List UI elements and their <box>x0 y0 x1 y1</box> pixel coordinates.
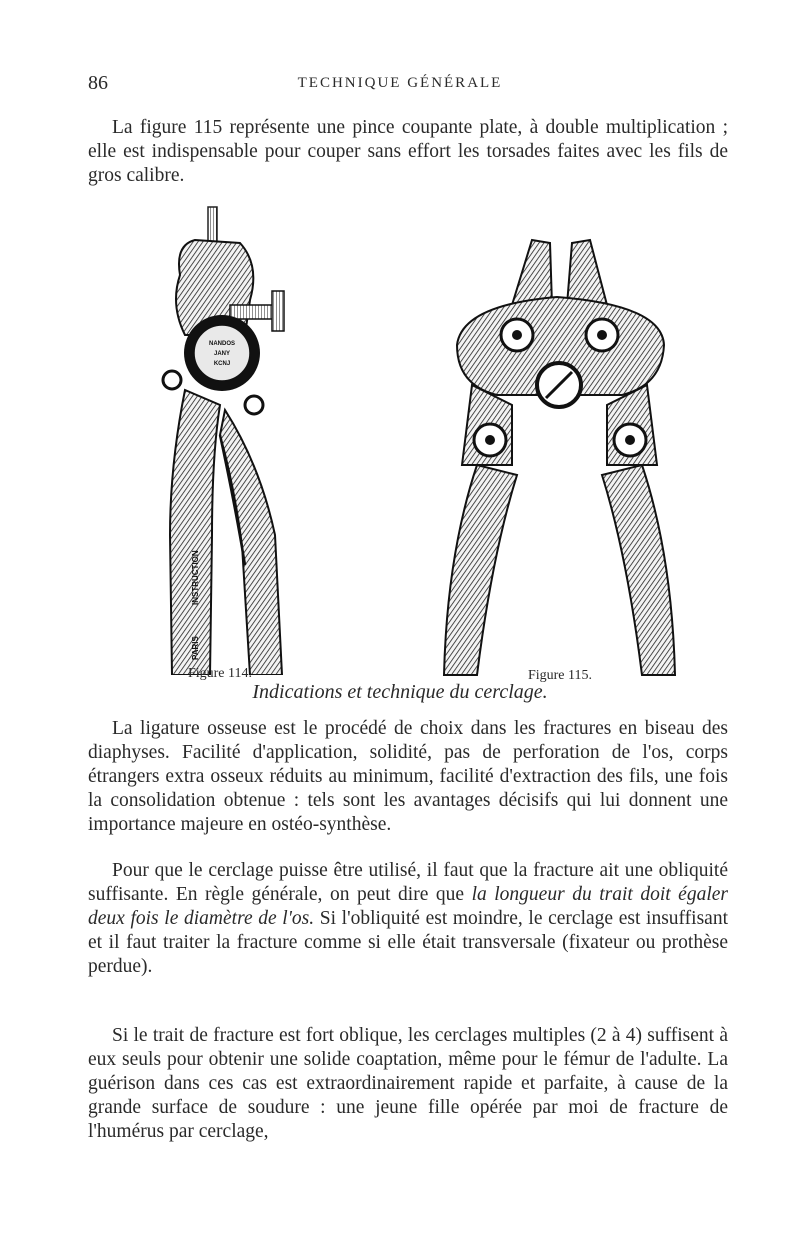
figure-115-caption: Figure 115. <box>527 668 593 683</box>
right-handle <box>602 465 675 675</box>
left-handle <box>170 390 220 675</box>
body-p2-emphasis: la longueur du trait doit égaler deux fois le diamètre de l'os. <box>88 884 728 929</box>
figure-114-caption: Figure 114. <box>187 666 253 681</box>
body-p1-text: La ligature osseuse est le procédé de choix dans les fractures en biseau des diaphyses. Facilité d'application, solidité, pas de perforation de l'os, corps étrangers extra osseux réduits au minimum, facilité d'extraction des fils, une fois la consolidation obtenue : tels sont les avantages décisifs qui lui donnent une importance majeure en ostéo-synthèse. <box>88 718 728 835</box>
body-paragraph-2 <box>88 859 728 979</box>
running-head: TECHNIQUE GÉNÉRALE <box>297 75 503 91</box>
body-p2-end: Si l'obliquité est moindre, le cerclage est insuffisant et il faut traiter la fracture comme si elle était transversale (fixateur ou prothèse perdue). <box>88 908 728 977</box>
rivet-left <box>163 371 181 389</box>
svg-text:KCNJ: KCNJ <box>213 361 231 367</box>
intro-text: La figure 115 représente une pince coupante plate, à double multiplication ; elle est indispensable pour couper sans effort les torsades faites avec les fils de gros calibre. <box>88 117 728 186</box>
body-paragraph-3 <box>88 1024 728 1144</box>
section-title: Indications et technique du cerclage. <box>252 681 548 703</box>
body-p2-start: Pour que le cerclage puisse être utilisé, il faut que la fracture ait une obliquité suffisante. En règle générale, on peut dire que <box>88 860 728 905</box>
right-handle <box>220 410 282 675</box>
page-number: 86 <box>88 72 108 94</box>
intro-paragraph <box>88 116 728 188</box>
svg-text:NANDOS: NANDOS <box>208 341 236 347</box>
svg-text:PARIS: PARIS <box>191 636 200 660</box>
figure-115-cutting-pliers <box>422 235 697 680</box>
figure-114-pliers <box>150 205 295 675</box>
svg-text:INSTRUCTION: INSTRUCTION <box>191 550 200 605</box>
left-handle <box>444 465 517 675</box>
rivet-right <box>245 396 263 414</box>
body-paragraph-1 <box>88 717 728 837</box>
body-p3-text: Si le trait de fracture est fort oblique, les cerclages multiples (2 à 4) suffisent à eux seuls pour obtenir une solide coaptation, même pour le fémur de l'adulte. La guérison dans ces cas est extraordinairement rapide et parfaite, à cause de la grande surface de soudure : une jeune fille opérée par moi de fracture de l'humérus par cerclage, <box>88 1025 728 1142</box>
svg-text:JANY: JANY <box>213 351 231 357</box>
